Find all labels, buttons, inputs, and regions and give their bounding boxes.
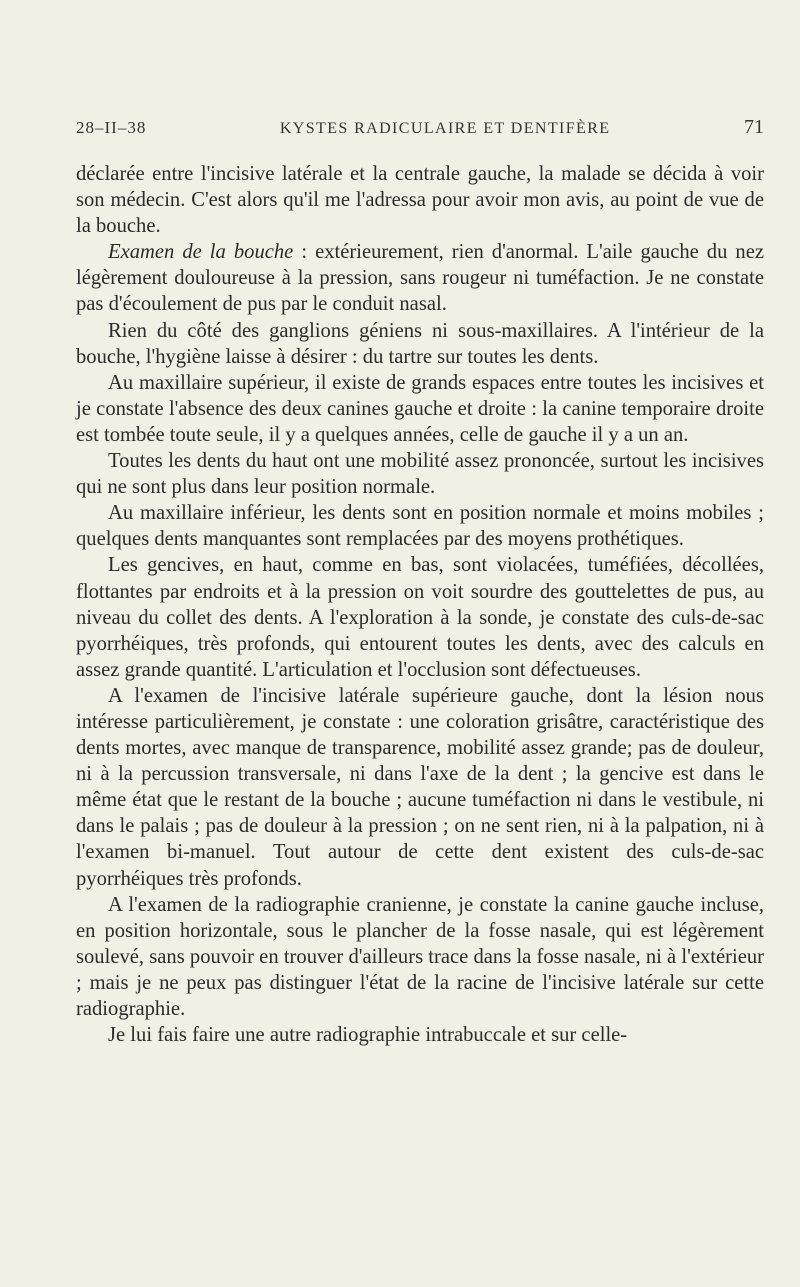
paragraph-8-text: A l'examen de l'incisive latérale supérieure gauche, dont la lésion nous intéresse particulièrement, je constate : une coloration grisâtre, caractéristique des dents mortes, avec manque de transparence, mobilité assez grande; pas de douleur, ni à la percussion transversale, ni dans l'axe de la dent ; la gencive est dans le même état que le restant de la bouche ; aucune tuméfaction ni dans le vestibule, ni dans le palais ; pas de douleur à la pression ; on ne sent rien, ni à la palpation, ni à l'examen bi-manuel. Tout autour de cette dent existent des culs-de-sac pyorrhéiques très profonds. [76,684,764,890]
paragraph-4 [76,370,764,448]
paragraph-9 [76,892,764,1022]
header-date: 28–II–38 [76,118,147,137]
paragraph-8 [76,683,764,892]
paragraph-3 [76,318,764,370]
page-number: 71 [743,116,764,138]
paragraph-7 [76,552,764,682]
paragraph-6-text: Au maxillaire inférieur, les dents sont en position normale et moins mobiles ; quelques dents manquantes sont remplacées par des moyens prothétiques. [76,502,764,551]
paragraph-4-text: Au maxillaire supérieur, il existe de grands espaces entre toutes les incisives et je constate l'absence des deux canines gauche et droite : la canine temporaire droite est tombée toute seule, il y a quelques années, celle de gauche il y a un an. [76,371,764,446]
paragraph-3-text: Rien du côté des ganglions géniens ni sous-maxillaires. A l'intérieur de la bouche, l'hygiène laisse à désirer : du tartre sur toutes les dents. [76,319,764,368]
running-header [76,116,764,139]
paragraph-5-text: Toutes les dents du haut ont une mobilité assez prononcée, surtout les incisives qui ne sont plus dans leur position normale. [76,450,764,499]
paragraph-1 [76,161,764,239]
paragraph-9-text: A l'examen de la radiographie cranienne, je constate la canine gauche incluse, en position horizontale, sous le plancher de la fosse nasale, qui est légèrement soulevé, sans pouvoir en trouver d'ailleurs trace dans la fosse nasale, ni à l'extérieur ; mais je ne peux pas distinguer l'état de la racine de l'incisive latérale sur cette radiographie. [76,893,764,1020]
paragraph-2 [76,239,764,317]
header-title: KYSTES RADICULAIRE ET DENTIFÈRE [279,120,611,137]
paragraph-5 [76,448,764,500]
paragraph-10 [76,1022,764,1048]
paragraph-2-lead: Examen de la bouche [108,241,294,264]
paragraph-1-text: déclarée entre l'incisive latérale et la centrale gauche, la malade se décida à voir son médecin. C'est alors qu'il me l'adressa pour avoir mon avis, au point de vue de la bouche. [76,163,764,238]
paragraph-7-text: Les gencives, en haut, comme en bas, sont violacées, tuméfiées, décollées, flottantes par endroits et à la pression on voit sourdre des gouttelettes de pus, au niveau du collet des dents. A l'exploration à la sonde, je constate des culs-de-sac pyorrhéiques, très profonds, qui entourent toutes les dents, avec des calculs en assez grande quantité. L'articulation et l'occlusion sont défectueuses. [76,554,764,681]
body-text [76,161,764,1048]
paragraph-10-text: Je lui fais faire une autre radiographie intrabuccale et sur celle- [108,1024,628,1047]
paragraph-6 [76,500,764,552]
paragraph-2-text: : extérieurement, rien d'anormal. L'aile gauche du nez légèrement douloureuse à la pression, sans rougeur ni tuméfaction. Je ne constate pas d'écoulement de pus par le conduit nasal. [76,241,764,316]
